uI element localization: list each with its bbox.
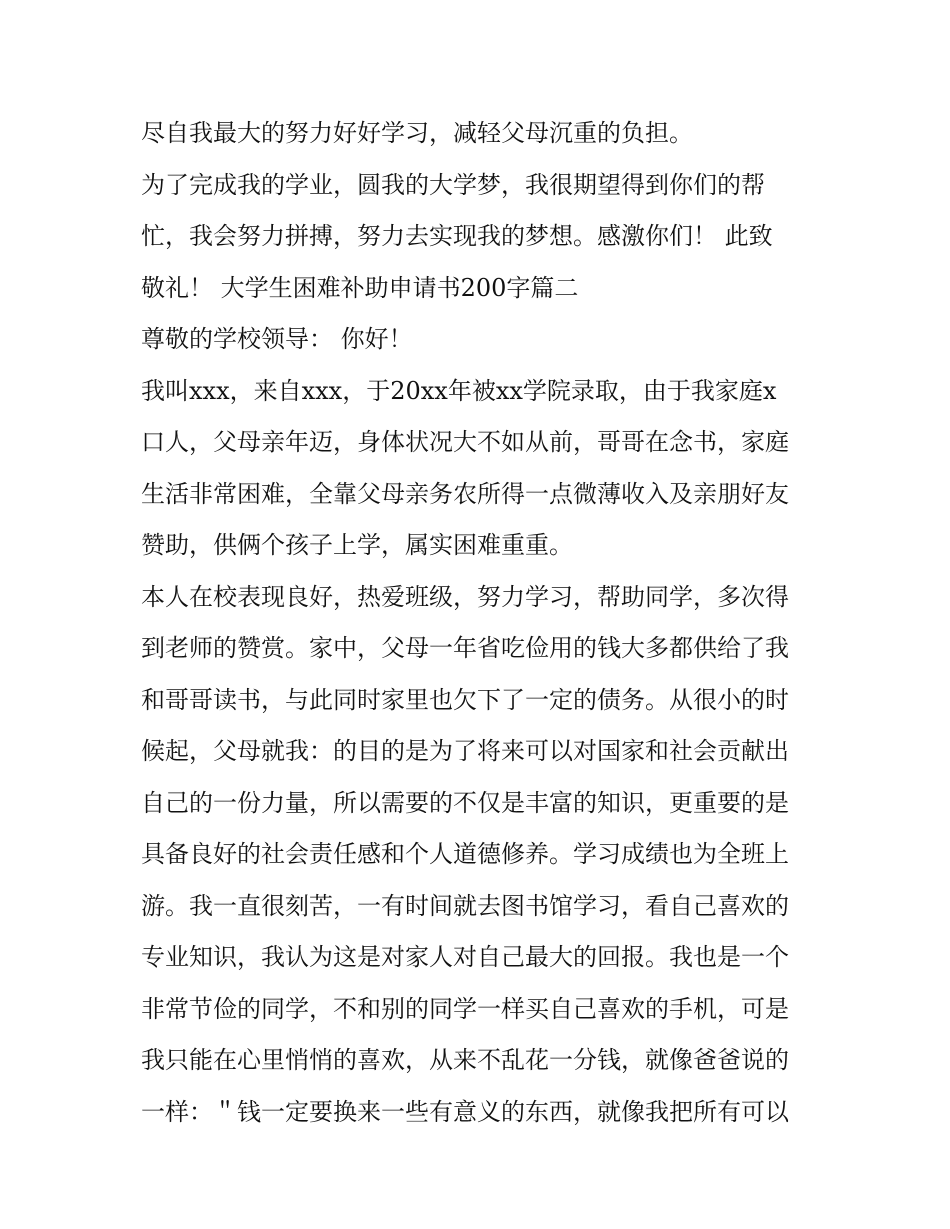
text-line: 敬礼！ 大学生困难补助申请书200字篇二 — [141, 273, 579, 302]
text-line: 生活非常困难，全靠父母亲务农所得一点微薄收入及亲朋好友 — [141, 479, 789, 508]
text-line: 和哥哥读书，与此同时家里也欠下了一定的债务。从很小的时 — [141, 685, 789, 714]
text-line: 一样：＂钱一定要换来一些有意义的东西，就像我把所有可以 — [141, 1097, 789, 1126]
text-line: 我只能在心里悄悄的喜欢，从来不乱花一分钱，就像爸爸说的 — [141, 1046, 789, 1074]
text-line: 到老师的赞赏。家中，父母一年省吃俭用的钱大多都供给了我 — [141, 634, 789, 662]
text-line: 非常节俭的同学，不和别的同学一样买自己喜欢的手机，可是 — [141, 994, 789, 1023]
text-line: 本人在校表现良好，热爱班级，努力学习，帮助同学，多次得 — [141, 582, 789, 611]
text-line: 赞助，供俩个孩子上学，属实困难重重。 — [141, 531, 573, 559]
text-line: 尊敬的学校领导： 你好！ — [141, 325, 413, 353]
text-line: 为了完成我的学业，圆我的大学梦，我很期望得到你们的帮 — [141, 170, 765, 199]
text-line: 忙，我会努力拼搏，努力去实现我的梦想。感激你们！ 此致 — [141, 222, 773, 250]
text-line: 具备良好的社会责任感和个人道德修养。学习成绩也为全班上 — [141, 840, 789, 868]
text-line: 尽自我最大的努力好好学习，减轻父母沉重的负担。 — [141, 119, 693, 147]
text-line: 口人，父母亲年迈，身体状况大不如从前，哥哥在念书，家庭 — [141, 428, 789, 456]
document-body — [141, 108, 831, 1138]
text-line: 专业知识，我认为这是对家人对自己最大的回报。我也是一个 — [141, 943, 789, 971]
text-line: 候起，父母就我：的目的是为了将来可以对国家和社会贡献出 — [141, 737, 789, 765]
text-line: 自己的一份力量，所以需要的不仅是丰富的知识，更重要的是 — [141, 788, 789, 817]
text-line: 我叫xxx，来自xxx，于20xx年被xx学院录取，由于我家庭x — [141, 376, 777, 405]
text-line: 游。我一直很刻苦，一有时间就去图书馆学习，看自己喜欢的 — [141, 891, 789, 920]
